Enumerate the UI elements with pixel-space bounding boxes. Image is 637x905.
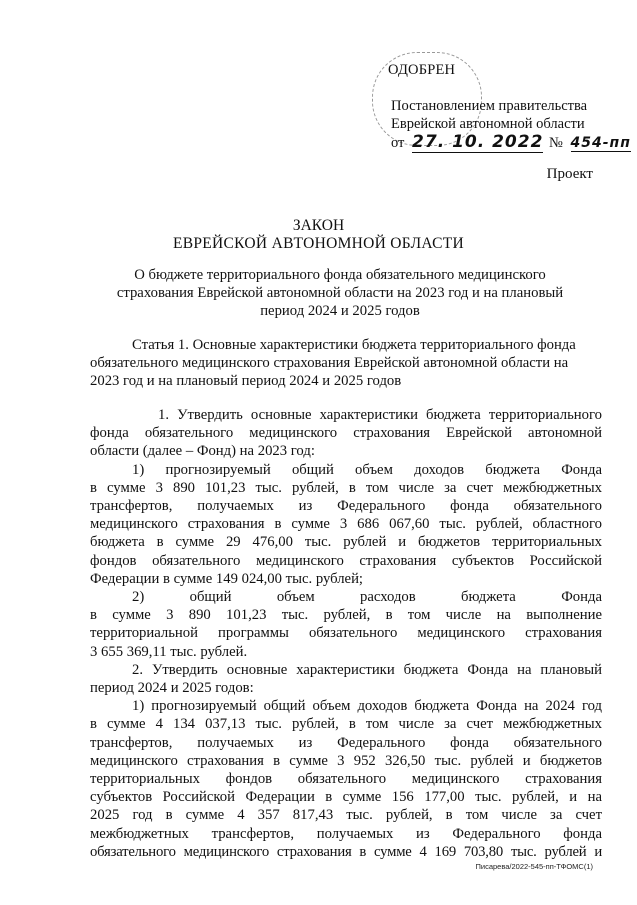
body-line: бюджета в сумме 29 476,00 тыс. рублей и бюджетов территориальных <box>90 534 602 551</box>
article-line-1: Статья 1. Основные характеристики бюджета территориального фонда <box>132 337 576 353</box>
article-line-3: 2023 год и на плановый период 2024 и 2025 годов <box>90 373 402 390</box>
body-line: 1) прогнозируемый общий объем доходов бюджета Фонда на 2024 год <box>132 698 602 715</box>
body-line: фондов обязательного медицинского страхования субъектов Российской <box>90 552 602 569</box>
body-line: трансфертов, получаемых из Федерального фонда обязательного <box>90 734 602 751</box>
body-line: медицинского страхования в сумме 3 952 326,50 тыс. рублей и бюджетов <box>90 752 602 769</box>
stamp-number-handwritten: 454-пп <box>570 135 631 151</box>
body-line: медицинского страхования в сумме 3 686 067,60 тыс. рублей, областного <box>90 516 602 533</box>
law-region: ЕВРЕЙСКОЙ АВТОНОМНОЙ ОБЛАСТИ <box>172 235 465 252</box>
document-footer-reference: Писарева/2022-545-пп-ТФОМС(1) <box>475 862 593 871</box>
stamp-number-sign: № <box>549 135 563 151</box>
article-body <box>90 406 602 861</box>
law-subtitle <box>60 266 620 320</box>
body-line: обязательного медицинского страхования в сумме 4 169 703,80 тыс. рублей и <box>90 843 602 860</box>
subtitle-line-2: страхования Еврейской автономной области на 2023 год и на плановый <box>116 285 564 301</box>
draft-label: Проект <box>546 166 593 182</box>
subtitle-line-1: О бюджете территориального фонда обязательного медицинского <box>134 267 546 283</box>
stamp-date-prefix: от <box>391 135 405 151</box>
article-1-heading <box>90 336 602 391</box>
body-line: фонда обязательного медицинского страхования Еврейской автономной <box>90 425 602 442</box>
body-line: в сумме 3 890 101,23 тыс. рублей, в том числе на выполнение <box>90 607 602 624</box>
body-line: в сумме 3 890 101,23 тыс. рублей, в том числе за счет межбюджетных <box>90 479 602 496</box>
subtitle-line-3: период 2024 и 2025 годов <box>260 303 420 319</box>
body-line: области (далее – Фонд) на 2023 год: <box>90 443 315 460</box>
body-line: 2) общий объем расходов бюджета Фонда <box>132 589 602 606</box>
body-line: трансфертов, получаемых из Федерального фонда обязательного <box>90 498 602 515</box>
body-line: в сумме 4 134 037,13 тыс. рублей, в том числе за счет межбюджетных <box>90 716 602 733</box>
law-title: ЗАКОН <box>292 217 345 234</box>
body-line: субъектов Российской Федерации в сумме 156 177,00 тыс. рублей, и на <box>90 789 602 806</box>
stamp-date-row <box>391 132 631 153</box>
stamp-approved: ОДОБРЕН <box>388 62 456 78</box>
body-line: территориальной программы обязательного медицинского страхования <box>90 625 602 642</box>
body-line: 3 655 369,11 тыс. рублей. <box>90 643 248 660</box>
article-line-2: обязательного медицинского страхования Еврейской автономной области на <box>90 355 569 372</box>
body-line: 1) прогнозируемый общий объем доходов бюджета Фонда <box>132 461 602 478</box>
stamp-line-2: Еврейской автономной области <box>391 116 585 132</box>
body-line: Федерации в сумме 149 024,00 тыс. рублей; <box>90 570 364 587</box>
stamp-date-handwritten: 27. 10. 2022 <box>412 132 544 152</box>
body-line: 1. Утвердить основные характеристики бюджета территориального <box>158 407 602 423</box>
body-line: 2. Утвердить основные характеристики бюджета Фонда на плановый <box>132 661 602 678</box>
stamp-line-1: Постановлением правительства <box>391 98 588 114</box>
body-line: 2025 год в сумме 4 357 817,43 тыс. рублей, в том числе за счет <box>90 807 602 824</box>
body-line: межбюджетных трансфертов, получаемых из Федерального фонда <box>90 825 602 842</box>
body-line: период 2024 и 2025 годов: <box>90 680 254 697</box>
body-line: территориальных фондов обязательного медицинского страхования <box>90 771 602 788</box>
